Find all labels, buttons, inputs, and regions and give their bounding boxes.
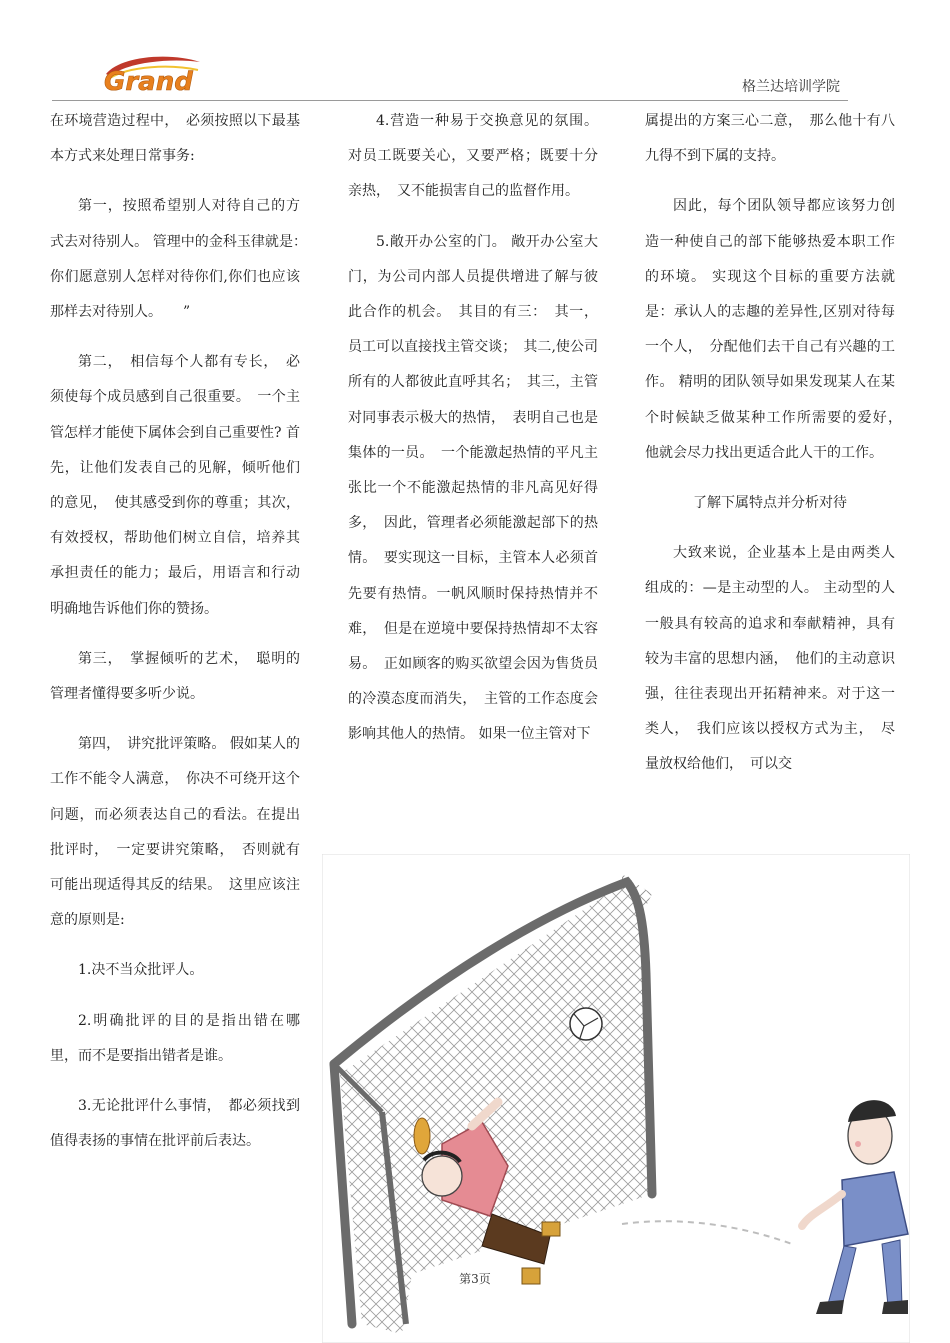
list-item: 3.无论批评什么事情， 都必须找到值得表扬的事情在批评前后表达。 xyxy=(50,1098,300,1150)
paragraph: 第二， 相信每个人都有专长， 必须使每个成员感到自己很重要。 一个主管怎样才能使下属体会到自己重要性? 首先，让他们发表自己的见解，倾听他们的意见， 使其感受到你的尊重；其次，有效授权，帮助他们树立自信，培养其承担责任的能力；最后，用语言和行动明确地告诉他们你的赞扬。 xyxy=(50,354,300,617)
paragraph: 第三， 掌握倾听的艺术， 聪明的管理者懂得要多听少说。 xyxy=(50,650,300,703)
page-number: 第3页 xyxy=(459,1272,491,1286)
header-divider xyxy=(52,100,848,101)
text-column-1 xyxy=(50,104,314,1174)
grand-logo xyxy=(100,52,204,96)
paragraph: 大致来说，企业基本上是由两类人组成的：—是主动型的人。 主动型的人一般具有较高的追求和奉献精神，具有较为丰富的思想内涵， 他们的主动意识强，往往表现出开拓精神来。对于这一类人， 我们应该以授权方式为主， 尽量放权给他们， 可以交 xyxy=(645,545,895,773)
paragraph: 第一，按照希望别人对待自己的方式去对待别人。 管理中的金科玉律就是： 你们愿意别人怎样对待你们,你们也应该那样去对待别人。 ” xyxy=(50,198,314,321)
ball-icon xyxy=(570,1008,602,1040)
paragraph: 第四， 讲究批评策略。 假如某人的工作不能令人满意， 你决不可绕开这个问题，而必须表达自己的看法。在提出批评时， 一定要讲究策略， 否则就有可能出现适得其反的结果。 这里应该注意的原则是: xyxy=(50,736,300,929)
paragraph: 属提出的方案三心二意， 那么他十有八九得不到下属的支持。 xyxy=(645,113,895,165)
list-item: 1.决不当众批评人。 xyxy=(78,962,204,979)
list-item: 2.明确批评的目的是指出错在哪里，而不是要指出错者是谁。 xyxy=(50,1012,300,1064)
org-name: 格兰达培训学院 xyxy=(742,79,840,95)
text-column-3 xyxy=(645,104,909,798)
goalkeeper-cartoon xyxy=(322,854,910,1343)
paragraph: 在环境营造过程中， 必须按照以下最基本方式来处理日常事务: xyxy=(50,113,300,165)
text-column-2 xyxy=(348,104,598,768)
list-item: 5.敞开办公室的门。 敞开办公室大门，为公司内部人员提供增进了解与彼此合作的机会。 其目的有三： 其一，员工可以直接找主管交谈； 其二,使公司所有的人都彼此直呼其名； 其三，主管对同事表示极大的热情， 表明自己也是集体的一员。 一个能激起热情的平凡主张比一个不能激起热情的非凡高见好得多， 因此，管理者必须能激起部下的热情。 要实现这一目标，主管本人必须首先要有热情。一帆风顺时保持热情并不难， 但是在逆境中要保持热情却不太容易。 正如顾客的购买欲望会因为售货员的冷漠态度而消失， 主管的工作态度会影响其他人的热情。 如果一位主管对下 xyxy=(348,233,598,743)
svg-text:Grand: Grand xyxy=(104,67,193,96)
paragraph: 因此，每个团队领导都应该努力创造一种使自己的部下能够热爱本职工作的环境。 实现这个目标的重要方法就是：承认人的志趣的差异性,区别对待每一个人， 分配他们去干自己有兴趣的工作。 精明的团队领导如果发现某人在某个时候缺乏做某种工作所需要的爱好， 他就会尽力找出更适合此人干的工作。 xyxy=(645,198,909,461)
list-item: 4.营造一种易于交换意见的氛围。对员工既要关心，又要严格；既要十分亲热， 又不能损害自己的监督作用。 xyxy=(348,113,598,200)
section-heading: 了解下属特点并分析对待 xyxy=(693,495,847,512)
